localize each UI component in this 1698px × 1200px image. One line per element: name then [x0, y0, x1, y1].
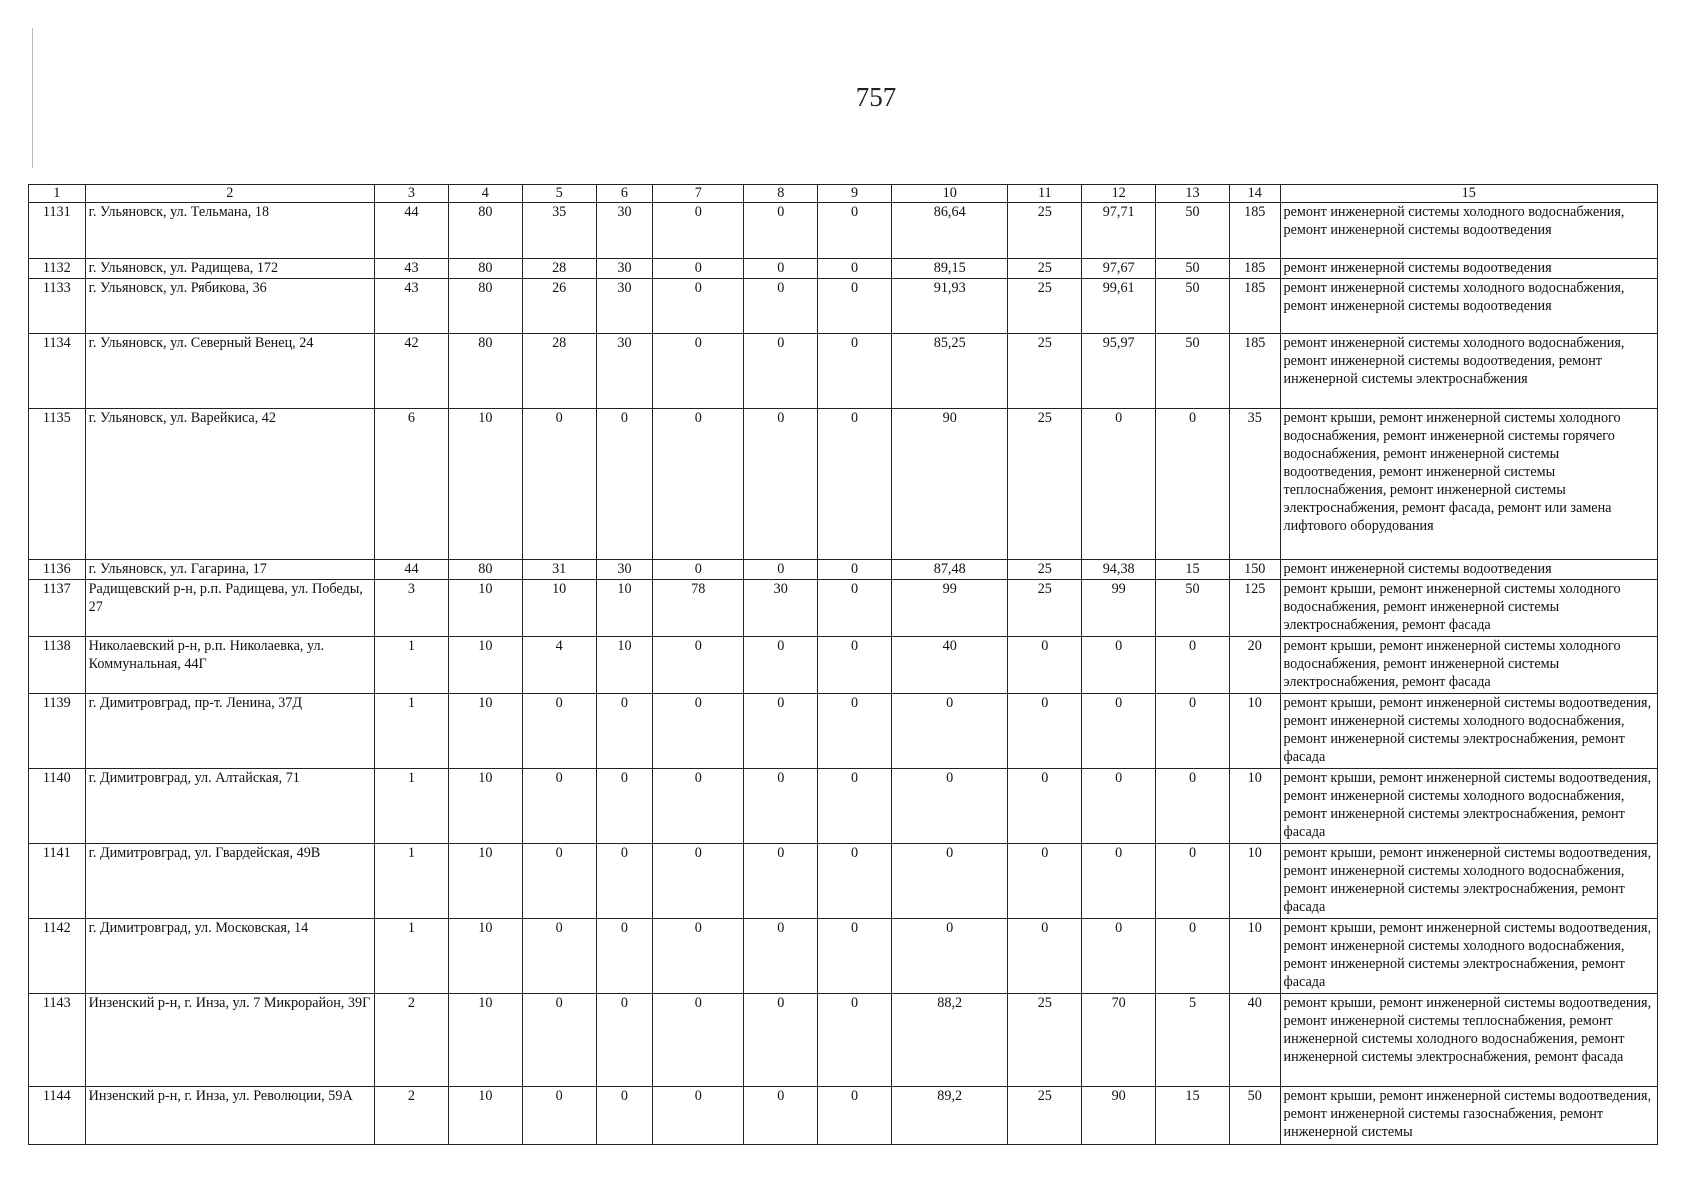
- column-header: 7: [653, 185, 744, 203]
- row-number-cell: 1139: [29, 694, 86, 769]
- row-number-cell: 1143: [29, 994, 86, 1087]
- col-9-cell: 0: [818, 1087, 892, 1145]
- col-3-cell: 44: [375, 560, 449, 580]
- col-4-cell: 10: [448, 409, 522, 560]
- col-7-cell: 0: [653, 259, 744, 279]
- col-9-cell: 0: [818, 409, 892, 560]
- col-14-cell: 125: [1229, 580, 1280, 637]
- col-10-cell: 87,48: [892, 560, 1008, 580]
- col-8-cell: 0: [744, 1087, 818, 1145]
- col-11-cell: 25: [1008, 580, 1082, 637]
- column-header: 10: [892, 185, 1008, 203]
- col-8-cell: 0: [744, 637, 818, 694]
- row-number-cell: 1134: [29, 334, 86, 409]
- col-9-cell: 0: [818, 694, 892, 769]
- col-11-cell: 0: [1008, 694, 1082, 769]
- col-12-cell: 95,97: [1082, 334, 1156, 409]
- table-row: [29, 769, 1658, 844]
- col-13-cell: 0: [1156, 844, 1230, 919]
- col-7-cell: 0: [653, 203, 744, 259]
- table-row: [29, 694, 1658, 769]
- col-8-cell: 30: [744, 580, 818, 637]
- col-5-cell: 35: [522, 203, 596, 259]
- address-cell: Радищевский р-н, р.п. Радищева, ул. Победы, 27: [85, 580, 374, 637]
- col-11-cell: 25: [1008, 409, 1082, 560]
- works-list-cell: ремонт инженерной системы холодного водоснабжения, ремонт инженерной системы водоотведения: [1280, 203, 1657, 259]
- column-header: 1: [29, 185, 86, 203]
- col-11-cell: 0: [1008, 769, 1082, 844]
- col-9-cell: 0: [818, 334, 892, 409]
- col-9-cell: 0: [818, 560, 892, 580]
- col-6-cell: 0: [596, 844, 653, 919]
- col-6-cell: 0: [596, 409, 653, 560]
- col-9-cell: 0: [818, 279, 892, 334]
- col-11-cell: 25: [1008, 560, 1082, 580]
- row-number-cell: 1141: [29, 844, 86, 919]
- column-header: 3: [375, 185, 449, 203]
- col-11-cell: 0: [1008, 637, 1082, 694]
- row-number-cell: 1133: [29, 279, 86, 334]
- col-3-cell: 1: [375, 769, 449, 844]
- col-12-cell: 0: [1082, 769, 1156, 844]
- table-row: [29, 560, 1658, 580]
- address-cell: Инзенский р-н, г. Инза, ул. 7 Микрорайон, 39Г: [85, 994, 374, 1087]
- works-list-cell: ремонт крыши, ремонт инженерной системы водоотведения, ремонт инженерной системы теплоснабжения, ремонт инженерной системы холодного водоснабжения, ремонт инженерной системы электроснабжения, ремонт фасада: [1280, 994, 1657, 1087]
- col-4-cell: 10: [448, 580, 522, 637]
- table-body: [29, 203, 1658, 1145]
- col-11-cell: 25: [1008, 994, 1082, 1087]
- col-14-cell: 10: [1229, 844, 1280, 919]
- col-7-cell: 0: [653, 694, 744, 769]
- row-number-cell: 1137: [29, 580, 86, 637]
- col-12-cell: 0: [1082, 637, 1156, 694]
- col-3-cell: 3: [375, 580, 449, 637]
- col-14-cell: 10: [1229, 694, 1280, 769]
- page-number: 757: [855, 82, 897, 112]
- col-10-cell: 85,25: [892, 334, 1008, 409]
- col-10-cell: 0: [892, 694, 1008, 769]
- table-row: [29, 279, 1658, 334]
- col-10-cell: 0: [892, 844, 1008, 919]
- col-4-cell: 10: [448, 769, 522, 844]
- works-list-cell: ремонт крыши, ремонт инженерной системы водоотведения, ремонт инженерной системы холодного водоснабжения, ремонт инженерной системы электроснабжения, ремонт фасада: [1280, 844, 1657, 919]
- col-6-cell: 30: [596, 259, 653, 279]
- works-list-cell: ремонт крыши, ремонт инженерной системы водоотведения, ремонт инженерной системы газоснабжения, ремонт инженерной системы: [1280, 1087, 1657, 1145]
- works-list-cell: ремонт инженерной системы холодного водоснабжения, ремонт инженерной системы водоотведения: [1280, 279, 1657, 334]
- address-cell: г. Ульяновск, ул. Гагарина, 17: [85, 560, 374, 580]
- works-list-cell: ремонт крыши, ремонт инженерной системы холодного водоснабжения, ремонт инженерной системы горячего водоснабжения, ремонт инженерной системы водоотведения, ремонт инженерной системы теплоснабжения, ремонт инженерной системы электроснабжения, ремонт фасада, ремонт или замена лифтового оборудования: [1280, 409, 1657, 560]
- col-11-cell: 0: [1008, 844, 1082, 919]
- table-row: [29, 919, 1658, 994]
- col-5-cell: 28: [522, 259, 596, 279]
- table-row: [29, 409, 1658, 560]
- row-number-cell: 1138: [29, 637, 86, 694]
- address-cell: г. Ульяновск, ул. Северный Венец, 24: [85, 334, 374, 409]
- row-number-cell: 1131: [29, 203, 86, 259]
- col-11-cell: 0: [1008, 919, 1082, 994]
- col-12-cell: 0: [1082, 694, 1156, 769]
- col-12-cell: 0: [1082, 919, 1156, 994]
- works-list-cell: ремонт крыши, ремонт инженерной системы холодного водоснабжения, ремонт инженерной системы электроснабжения, ремонт фасада: [1280, 637, 1657, 694]
- col-7-cell: 0: [653, 994, 744, 1087]
- col-13-cell: 5: [1156, 994, 1230, 1087]
- works-list-cell: ремонт крыши, ремонт инженерной системы водоотведения, ремонт инженерной системы холодного водоснабжения, ремонт инженерной системы электроснабжения, ремонт фасада: [1280, 769, 1657, 844]
- col-6-cell: 0: [596, 1087, 653, 1145]
- col-10-cell: 40: [892, 637, 1008, 694]
- address-cell: г. Ульяновск, ул. Радищева, 172: [85, 259, 374, 279]
- col-3-cell: 2: [375, 994, 449, 1087]
- col-10-cell: 88,2: [892, 994, 1008, 1087]
- col-5-cell: 0: [522, 919, 596, 994]
- table-row: [29, 203, 1658, 259]
- col-11-cell: 25: [1008, 1087, 1082, 1145]
- col-7-cell: 0: [653, 334, 744, 409]
- col-5-cell: 28: [522, 334, 596, 409]
- address-cell: г. Димитровград, ул. Гвардейская, 49В: [85, 844, 374, 919]
- row-number-cell: 1132: [29, 259, 86, 279]
- works-list-cell: ремонт крыши, ремонт инженерной системы холодного водоснабжения, ремонт инженерной системы электроснабжения, ремонт фасада: [1280, 580, 1657, 637]
- row-number-cell: 1140: [29, 769, 86, 844]
- col-4-cell: 80: [448, 560, 522, 580]
- address-cell: г. Ульяновск, ул. Варейкиса, 42: [85, 409, 374, 560]
- col-5-cell: 0: [522, 694, 596, 769]
- column-header: 8: [744, 185, 818, 203]
- col-9-cell: 0: [818, 994, 892, 1087]
- col-8-cell: 0: [744, 844, 818, 919]
- address-cell: г. Ульяновск, ул. Тельмана, 18: [85, 203, 374, 259]
- col-12-cell: 99,61: [1082, 279, 1156, 334]
- col-4-cell: 10: [448, 637, 522, 694]
- col-3-cell: 1: [375, 844, 449, 919]
- col-13-cell: 0: [1156, 637, 1230, 694]
- table-row: [29, 1087, 1658, 1145]
- col-7-cell: 78: [653, 580, 744, 637]
- column-header: 11: [1008, 185, 1082, 203]
- col-8-cell: 0: [744, 560, 818, 580]
- col-3-cell: 1: [375, 919, 449, 994]
- col-6-cell: 30: [596, 560, 653, 580]
- column-header: 14: [1229, 185, 1280, 203]
- col-10-cell: 90: [892, 409, 1008, 560]
- col-7-cell: 0: [653, 409, 744, 560]
- column-header: 6: [596, 185, 653, 203]
- col-9-cell: 0: [818, 844, 892, 919]
- col-6-cell: 0: [596, 694, 653, 769]
- col-4-cell: 80: [448, 334, 522, 409]
- col-5-cell: 0: [522, 409, 596, 560]
- col-8-cell: 0: [744, 279, 818, 334]
- col-14-cell: 50: [1229, 1087, 1280, 1145]
- column-header: 13: [1156, 185, 1230, 203]
- table-row: [29, 334, 1658, 409]
- col-11-cell: 25: [1008, 334, 1082, 409]
- col-12-cell: 94,38: [1082, 560, 1156, 580]
- col-10-cell: 86,64: [892, 203, 1008, 259]
- col-3-cell: 6: [375, 409, 449, 560]
- col-10-cell: 89,15: [892, 259, 1008, 279]
- col-4-cell: 10: [448, 1087, 522, 1145]
- col-7-cell: 0: [653, 560, 744, 580]
- col-3-cell: 43: [375, 259, 449, 279]
- col-14-cell: 185: [1229, 259, 1280, 279]
- col-13-cell: 15: [1156, 560, 1230, 580]
- col-14-cell: 20: [1229, 637, 1280, 694]
- row-number-cell: 1136: [29, 560, 86, 580]
- col-3-cell: 1: [375, 637, 449, 694]
- col-7-cell: 0: [653, 769, 744, 844]
- col-6-cell: 10: [596, 637, 653, 694]
- col-13-cell: 50: [1156, 259, 1230, 279]
- table-header-row: [29, 185, 1658, 203]
- col-8-cell: 0: [744, 919, 818, 994]
- col-13-cell: 0: [1156, 409, 1230, 560]
- col-8-cell: 0: [744, 994, 818, 1087]
- col-12-cell: 97,67: [1082, 259, 1156, 279]
- col-3-cell: 43: [375, 279, 449, 334]
- col-10-cell: 91,93: [892, 279, 1008, 334]
- col-9-cell: 0: [818, 919, 892, 994]
- column-header: 12: [1082, 185, 1156, 203]
- col-13-cell: 50: [1156, 203, 1230, 259]
- col-4-cell: 10: [448, 844, 522, 919]
- col-12-cell: 99: [1082, 580, 1156, 637]
- col-6-cell: 0: [596, 919, 653, 994]
- col-4-cell: 10: [448, 994, 522, 1087]
- col-5-cell: 31: [522, 560, 596, 580]
- col-5-cell: 0: [522, 844, 596, 919]
- col-6-cell: 10: [596, 580, 653, 637]
- col-13-cell: 0: [1156, 919, 1230, 994]
- col-10-cell: 99: [892, 580, 1008, 637]
- col-14-cell: 185: [1229, 203, 1280, 259]
- col-4-cell: 80: [448, 279, 522, 334]
- col-7-cell: 0: [653, 919, 744, 994]
- works-list-cell: ремонт крыши, ремонт инженерной системы водоотведения, ремонт инженерной системы холодного водоснабжения, ремонт инженерной системы электроснабжения, ремонт фасада: [1280, 919, 1657, 994]
- col-14-cell: 185: [1229, 334, 1280, 409]
- col-8-cell: 0: [744, 409, 818, 560]
- col-13-cell: 50: [1156, 580, 1230, 637]
- col-9-cell: 0: [818, 203, 892, 259]
- col-7-cell: 0: [653, 637, 744, 694]
- col-5-cell: 0: [522, 1087, 596, 1145]
- col-3-cell: 42: [375, 334, 449, 409]
- col-8-cell: 0: [744, 694, 818, 769]
- col-4-cell: 10: [448, 694, 522, 769]
- col-13-cell: 0: [1156, 694, 1230, 769]
- col-7-cell: 0: [653, 844, 744, 919]
- column-header: 15: [1280, 185, 1657, 203]
- col-12-cell: 70: [1082, 994, 1156, 1087]
- row-number-cell: 1135: [29, 409, 86, 560]
- table-row: [29, 844, 1658, 919]
- column-header: 4: [448, 185, 522, 203]
- col-11-cell: 25: [1008, 203, 1082, 259]
- col-14-cell: 10: [1229, 919, 1280, 994]
- address-cell: г. Димитровград, ул. Московская, 14: [85, 919, 374, 994]
- col-7-cell: 0: [653, 279, 744, 334]
- col-8-cell: 0: [744, 259, 818, 279]
- col-6-cell: 30: [596, 334, 653, 409]
- table-row: [29, 994, 1658, 1087]
- address-cell: Инзенский р-н, г. Инза, ул. Революции, 59А: [85, 1087, 374, 1145]
- table-row: [29, 637, 1658, 694]
- col-4-cell: 80: [448, 259, 522, 279]
- col-10-cell: 0: [892, 769, 1008, 844]
- col-6-cell: 30: [596, 203, 653, 259]
- address-cell: г. Димитровград, ул. Алтайская, 71: [85, 769, 374, 844]
- col-14-cell: 40: [1229, 994, 1280, 1087]
- column-header: 9: [818, 185, 892, 203]
- works-list-cell: ремонт инженерной системы холодного водоснабжения, ремонт инженерной системы водоотведения, ремонт инженерной системы электроснабжения: [1280, 334, 1657, 409]
- col-7-cell: 0: [653, 1087, 744, 1145]
- row-number-cell: 1142: [29, 919, 86, 994]
- col-5-cell: 10: [522, 580, 596, 637]
- col-4-cell: 80: [448, 203, 522, 259]
- address-cell: г. Димитровград, пр-т. Ленина, 37Д: [85, 694, 374, 769]
- col-9-cell: 0: [818, 259, 892, 279]
- col-10-cell: 89,2: [892, 1087, 1008, 1145]
- col-11-cell: 25: [1008, 279, 1082, 334]
- address-cell: г. Ульяновск, ул. Рябикова, 36: [85, 279, 374, 334]
- table-row: [29, 259, 1658, 279]
- works-list-cell: ремонт инженерной системы водоотведения: [1280, 560, 1657, 580]
- row-number-cell: 1144: [29, 1087, 86, 1145]
- address-cell: Николаевский р-н, р.п. Николаевка, ул. Коммунальная, 44Г: [85, 637, 374, 694]
- col-12-cell: 0: [1082, 409, 1156, 560]
- repair-register-table: [28, 184, 1658, 1145]
- works-list-cell: ремонт инженерной системы водоотведения: [1280, 259, 1657, 279]
- col-14-cell: 150: [1229, 560, 1280, 580]
- col-12-cell: 0: [1082, 844, 1156, 919]
- col-9-cell: 0: [818, 769, 892, 844]
- col-11-cell: 25: [1008, 259, 1082, 279]
- col-14-cell: 35: [1229, 409, 1280, 560]
- col-14-cell: 10: [1229, 769, 1280, 844]
- column-header: 2: [85, 185, 374, 203]
- col-5-cell: 4: [522, 637, 596, 694]
- col-8-cell: 0: [744, 334, 818, 409]
- col-8-cell: 0: [744, 203, 818, 259]
- col-13-cell: 0: [1156, 769, 1230, 844]
- table-row: [29, 580, 1658, 637]
- col-13-cell: 15: [1156, 1087, 1230, 1145]
- col-3-cell: 1: [375, 694, 449, 769]
- col-6-cell: 0: [596, 994, 653, 1087]
- col-13-cell: 50: [1156, 334, 1230, 409]
- col-9-cell: 0: [818, 637, 892, 694]
- column-header: 5: [522, 185, 596, 203]
- col-6-cell: 0: [596, 769, 653, 844]
- col-12-cell: 97,71: [1082, 203, 1156, 259]
- col-4-cell: 10: [448, 919, 522, 994]
- col-13-cell: 50: [1156, 279, 1230, 334]
- col-8-cell: 0: [744, 769, 818, 844]
- col-3-cell: 44: [375, 203, 449, 259]
- col-6-cell: 30: [596, 279, 653, 334]
- col-5-cell: 0: [522, 769, 596, 844]
- works-list-cell: ремонт крыши, ремонт инженерной системы водоотведения, ремонт инженерной системы холодного водоснабжения, ремонт инженерной системы электроснабжения, ремонт фасада: [1280, 694, 1657, 769]
- col-3-cell: 2: [375, 1087, 449, 1145]
- col-10-cell: 0: [892, 919, 1008, 994]
- col-5-cell: 0: [522, 994, 596, 1087]
- col-14-cell: 185: [1229, 279, 1280, 334]
- col-12-cell: 90: [1082, 1087, 1156, 1145]
- col-9-cell: 0: [818, 580, 892, 637]
- col-5-cell: 26: [522, 279, 596, 334]
